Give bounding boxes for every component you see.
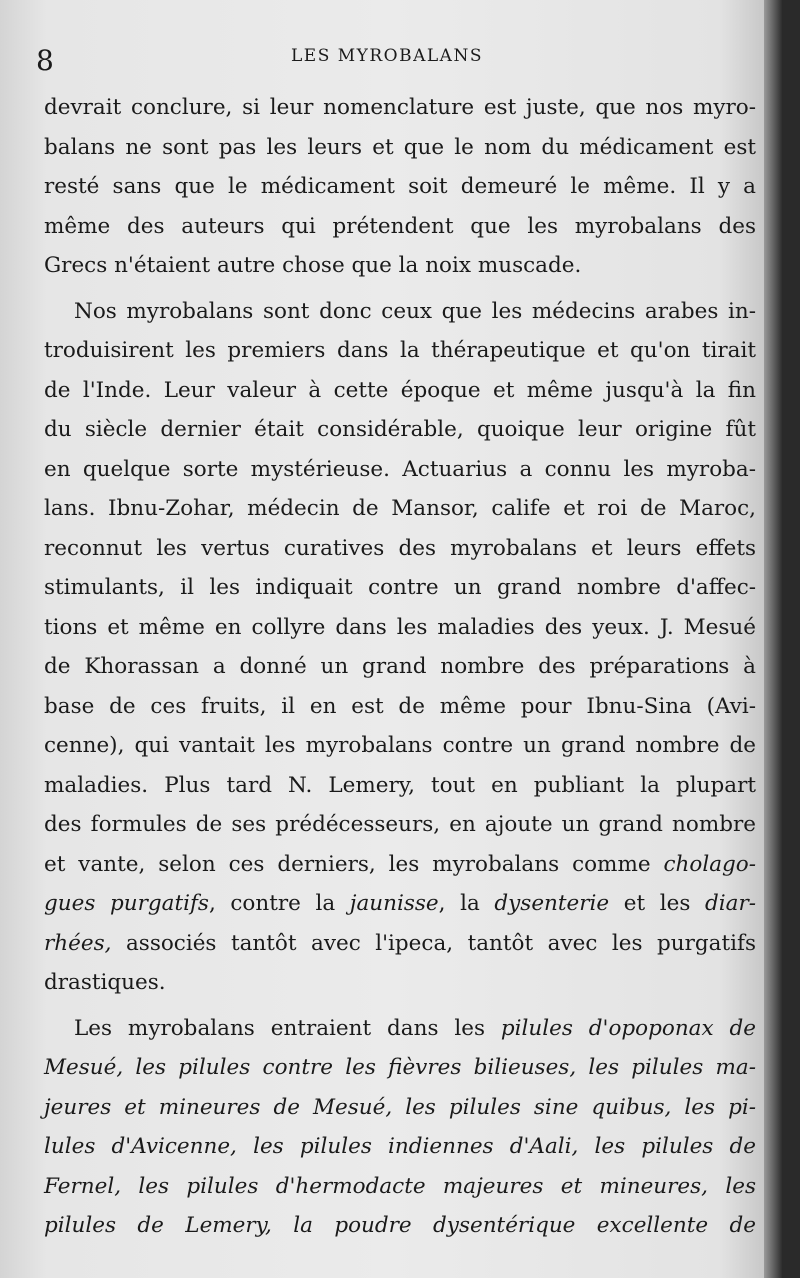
text-line: resté sans que le médicament soit demeuré le même. Il y a [44,174,756,199]
text-line: Grecs n'étaient autre chose que la noix muscade. [44,253,582,278]
body-text [44,88,756,1246]
text-line: de Khorassan a donné un grand nombre des préparations à [44,654,756,679]
italic-run: rhées, [44,930,112,956]
text-line [44,1009,756,1049]
text-line: cenne), qui vantait les myrobalans contre un grand nombre de [44,733,756,758]
italic-run: dysenterie [494,891,610,916]
italic-run: jaunisse [349,891,439,916]
paragraph-3 [44,1009,756,1246]
text-line: devrait conclure, si leur nomenclature est juste, que nos myro- [44,95,756,120]
text-line: tions et même en collyre dans les maladies des yeux. J. Mesué [44,614,756,640]
paragraph-1 [44,88,756,286]
text-line: maladies. Plus tard N. Lemery, tout en publiant la plupart [44,772,756,798]
text-line: de l'Inde. Leur valeur à cette époque et même jusqu'à la fin [44,377,756,403]
text-run: , la [438,891,495,916]
text-run: Les myrobalans entraient dans les [74,1015,501,1041]
text-line: Fernel, les pilules d'hermodacte majeures et mineures, les [44,1173,756,1199]
page-number: 8 [36,44,54,77]
text-line: reconnut les vertus curatives des myrobalans et leurs effets [44,535,756,561]
page-edge-shadow [764,0,782,1278]
text-line: jeures et mineures de Mesué, les pilules sine quibus, les pi- [44,1094,756,1120]
text-line: lules d'Avicenne, les pilules indiennes d'Aali, les pilules de [44,1134,756,1159]
italic-run: pilules d'opoponax de [500,1015,756,1041]
text-line: lans. Ibnu-Zohar, médecin de Mansor, calife et roi de Maroc, [44,496,756,521]
text-line [44,924,756,964]
text-line: pilules de Lemery, la poudre dysentérique excellente de [44,1213,756,1238]
text-line: des formules de ses prédécesseurs, en ajoute un grand nombre [44,812,756,837]
text-run: et les [609,891,705,916]
text-run: et vante, selon ces derniers, les myrobalans comme [44,851,664,877]
text-line [44,884,756,924]
running-head [36,40,756,80]
text-run: , contre la [208,891,350,916]
paragraph-2 [44,292,756,1003]
italic-run: diar- [704,891,756,916]
text-line: en quelque sorte mystérieuse. Actuarius a connu les myroba- [44,456,756,482]
italic-run: cholago- [663,851,756,877]
text-line: Nos myrobalans sont donc ceux que les médecins arabes in- [74,298,756,324]
text-line: stimulants, il les indiquait contre un grand nombre d'affec- [44,575,756,600]
text-run: associés tantôt avec l'ipeca, tantôt avec les purgatifs [111,930,756,956]
text-line: troduisirent les premiers dans la thérapeutique et qu'on tirait [44,338,756,363]
text-line: drastiques. [44,970,166,995]
running-title: LES MYROBALANS [291,46,483,66]
text-line: du siècle dernier était considérable, quoique leur origine fût [44,417,756,442]
text-line: même des auteurs qui prétendent que les myrobalans des [44,213,756,239]
text-line: Mesué, les pilules contre les fièvres bilieuses, les pilules ma- [44,1055,756,1080]
text-line [44,845,756,885]
text-line: balans ne sont pas les leurs et que le nom du médicament est [44,134,756,160]
italic-run: gues purgatifs [44,891,209,916]
text-line: base de ces fruits, il en est de même pour Ibnu-Sina (Avi- [44,693,756,719]
